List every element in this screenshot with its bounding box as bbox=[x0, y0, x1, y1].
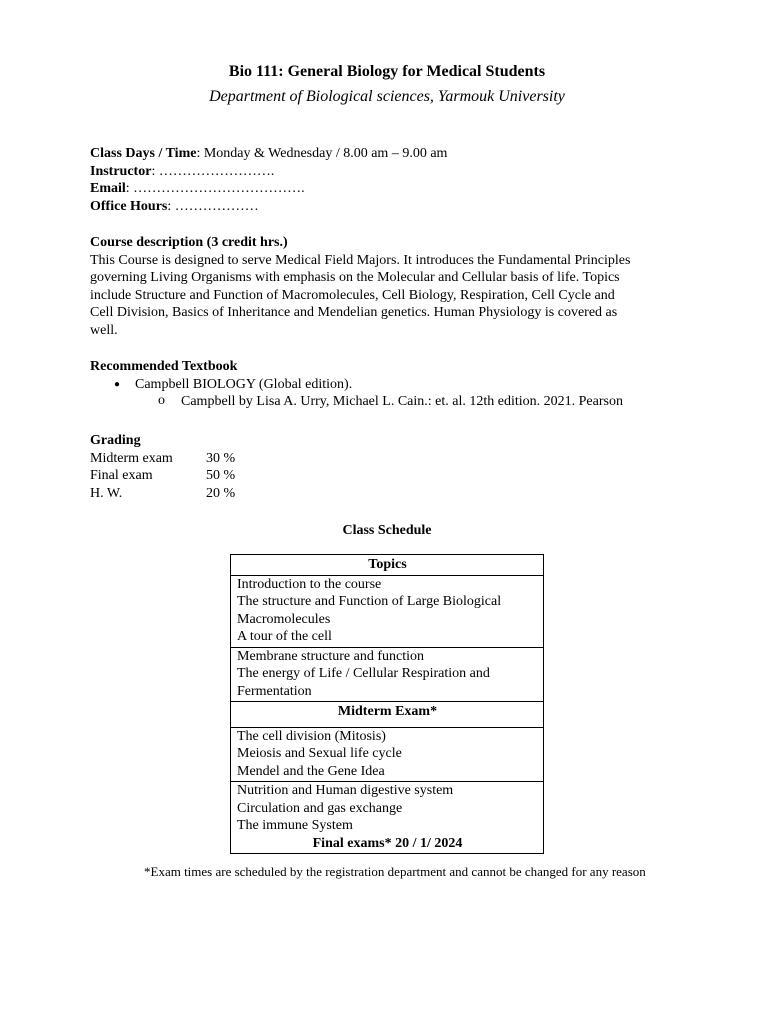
topic-line: Macromolecules bbox=[237, 611, 331, 627]
description-line: This Course is designed to serve Medical Field Majors. It introduces the Fundamental Principles bbox=[90, 252, 631, 268]
schedule-cell bbox=[231, 647, 544, 702]
textbook-subitem bbox=[90, 393, 680, 411]
description-line: well. bbox=[90, 322, 118, 338]
table-row bbox=[231, 702, 544, 728]
topic-line: Nutrition and Human digestive system bbox=[237, 783, 454, 798]
topic-line: The cell division (Mitosis) bbox=[237, 728, 386, 744]
textbook-item bbox=[90, 376, 680, 394]
topic-line: Meiosis and Sexual life cycle bbox=[237, 746, 402, 761]
topic-line: Fermentation bbox=[237, 683, 312, 699]
email-value: : ………………………………. bbox=[125, 181, 305, 196]
grading-label: Final exam bbox=[90, 468, 153, 483]
grading-label: H. W. bbox=[90, 485, 123, 501]
page-title: Bio 111: General Biology for Medical Students bbox=[228, 63, 546, 80]
circle-bullet-icon: o bbox=[158, 393, 165, 408]
topic-line: The structure and Function of Large Biological bbox=[237, 594, 502, 609]
textbook-subitem-text: Campbell by Lisa A. Urry, Michael L. Cain.: et. al. 12th edition. 2021. Pearson bbox=[181, 394, 623, 409]
instructor-row bbox=[90, 163, 680, 181]
exam-footnote: *Exam times are scheduled by the registration department and cannot be changed for any reason bbox=[144, 864, 646, 879]
grading-row bbox=[90, 467, 680, 485]
schedule-table bbox=[230, 554, 544, 854]
topic-line: A tour of the cell bbox=[237, 629, 332, 644]
class-days-label: Class Days / Time bbox=[90, 146, 197, 161]
email-label: Email bbox=[90, 181, 126, 196]
topics-header: Topics bbox=[231, 555, 544, 576]
course-description-heading: Course description (3 credit hrs.) bbox=[90, 235, 288, 250]
topic-line: Mendel and the Gene Idea bbox=[237, 763, 385, 779]
course-info bbox=[90, 145, 680, 215]
grading-label: Midterm exam bbox=[90, 450, 173, 466]
final-exam-line: Final exams* 20 / 1/ 2024 bbox=[312, 835, 463, 851]
schedule-title: Class Schedule bbox=[342, 523, 432, 538]
course-description bbox=[90, 234, 680, 339]
bullet-icon: ● bbox=[114, 378, 121, 390]
topic-line: Membrane structure and function bbox=[237, 648, 424, 664]
office-hours-label: Office Hours bbox=[90, 198, 168, 214]
textbook-item-text: Campbell BIOLOGY (Global edition). bbox=[135, 376, 353, 392]
midterm-exam-cell: Midterm Exam* bbox=[231, 702, 544, 728]
table-row bbox=[231, 727, 544, 782]
grading-row bbox=[90, 485, 680, 503]
class-days-value: : Monday & Wednesday / 8.00 am – 9.00 am bbox=[196, 146, 448, 161]
table-row bbox=[231, 575, 544, 647]
grading-value: 20 % bbox=[206, 485, 236, 501]
grading-value: 30 % bbox=[206, 450, 236, 466]
textbook-section bbox=[90, 358, 680, 411]
topic-line: The energy of Life / Cellular Respiration and bbox=[237, 666, 490, 681]
schedule-cell bbox=[231, 575, 544, 647]
grading-section bbox=[90, 432, 680, 502]
schedule-cell bbox=[231, 727, 544, 782]
grading-value: 50 % bbox=[206, 468, 236, 483]
grading-row bbox=[90, 450, 680, 468]
topic-line: Introduction to the course bbox=[237, 576, 382, 592]
office-hours-value: : ……………… bbox=[167, 198, 259, 214]
topic-line: The immune System bbox=[237, 818, 353, 833]
course-description-text bbox=[90, 252, 658, 340]
office-hours-row bbox=[90, 198, 680, 216]
instructor-value: : ……………………. bbox=[151, 163, 275, 179]
page-subtitle: Department of Biological sciences, Yarmouk University bbox=[209, 88, 565, 105]
description-line: Cell Division, Basics of Inheritance and Mendelian genetics. Human Physiology is covered as bbox=[90, 305, 618, 320]
description-line: include Structure and Function of Macromolecules, Cell Biology, Respiration, Cell Cycle and bbox=[90, 287, 615, 303]
description-line: governing Living Organisms with emphasis on the Molecular and Cellular basis of life. Topics bbox=[90, 270, 620, 285]
class-days-row bbox=[90, 145, 680, 163]
textbook-heading: Recommended Textbook bbox=[90, 359, 238, 374]
instructor-label: Instructor bbox=[90, 163, 152, 179]
schedule-cell bbox=[231, 782, 544, 854]
table-row bbox=[231, 647, 544, 702]
grading-heading: Grading bbox=[90, 433, 141, 448]
table-row bbox=[231, 782, 544, 854]
table-header-row bbox=[231, 555, 544, 576]
topic-line: Circulation and gas exchange bbox=[237, 800, 403, 816]
email-row bbox=[90, 180, 680, 198]
